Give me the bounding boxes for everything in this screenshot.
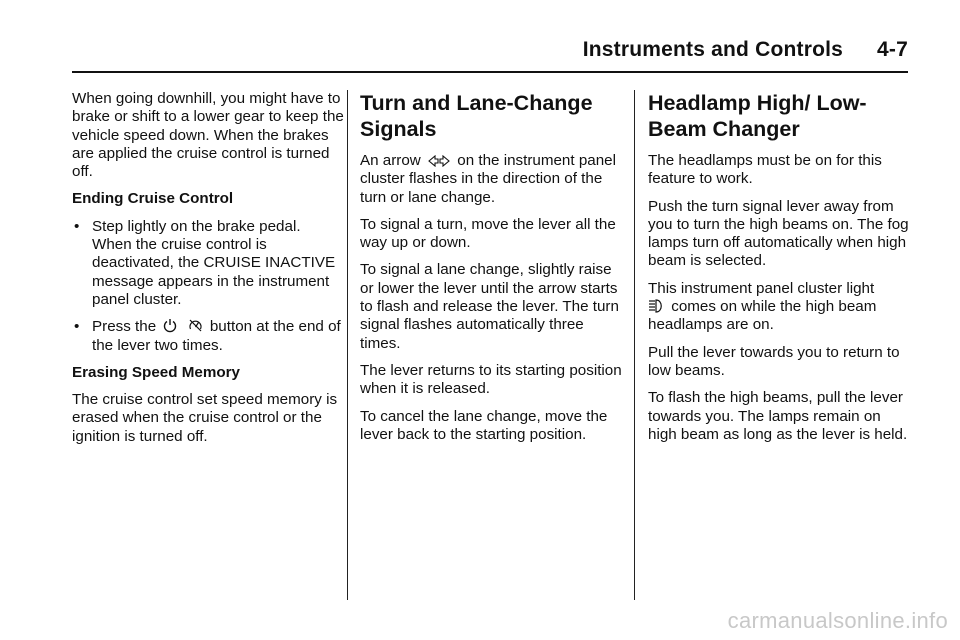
bullet-icon: • [74,217,80,235]
ending-cruise-heading: Ending Cruise Control [72,190,234,208]
headlamp-paragraph: To flash the high beams, pull the lever towards you. The lamps remain on high beam as long as the lever is held. [648,389,908,443]
section-title: Instruments and Controls [582,38,844,61]
high-beam-icon [648,299,664,313]
headlamp-paragraph: The headlamps must be on for this feature to work. [648,152,882,188]
erasing-memory-text: The cruise control set speed memory is erased when the cruise control or the ignition is turned off. [72,391,338,445]
turn-signal-paragraph: To signal a turn, move the lever all the way up or down. [360,215,616,252]
column-divider [634,90,635,600]
column-3 [648,90,910,453]
page-header [72,34,908,66]
ending-cruise-list [72,218,344,355]
turn-signal-paragraph: To cancel the lane change, move the lever back to the starting position. [360,407,608,443]
page-number: 4-7 [877,38,908,61]
headlamp-paragraph: Push the turn signal lever away from you to turn the high beams on. The fog lamps turn off automatically when high beam is selected. [648,197,909,270]
turn-signal-arrows-icon [428,155,450,167]
cruise-cancel-icon [188,318,203,333]
column-2 [360,90,622,453]
bullet-icon: • [74,318,80,336]
headlamp-paragraph: This instrument panel cluster light comes on while the high beam headlamps are on. [648,279,877,334]
power-circle-icon [163,318,177,333]
intro-paragraph: When going downhill, you might have to brake or shift to a lower gear to keep the vehicle speed down. When the brakes are applied the cruise control is turned off. [72,90,344,181]
turn-signal-paragraph: To signal a lane change, slightly raise or lower the lever until the arrow starts to flash and release the lever. The turn signal flashes automatically three times. [360,261,619,352]
column-divider [347,90,348,600]
header-rule [72,71,908,73]
list-item: • Press the button at the end of the lever two times. [74,318,341,354]
erasing-memory-heading: Erasing Speed Memory [72,363,240,381]
turn-signal-paragraph: An arrow on the instrument panel cluster flashes in the direction of the turn or lane change. [360,152,616,206]
turn-signal-paragraph: The lever returns to its starting position when it is released. [360,361,622,398]
headlamp-changer-title: Headlamp High/ Low-Beam Changer [648,91,867,141]
headlamp-paragraph: Pull the lever towards you to return to low beams. [648,343,900,379]
list-item: • Step lightly on the brake pedal. When the cruise control is deactivated, the CRUISE INACTIVE message appears in the instrument panel cluster. [74,217,336,308]
watermark: carmanualsonline.info [727,608,948,633]
turn-signal-title: Turn and Lane-Change Signals [360,91,593,141]
column-1 [72,90,344,455]
